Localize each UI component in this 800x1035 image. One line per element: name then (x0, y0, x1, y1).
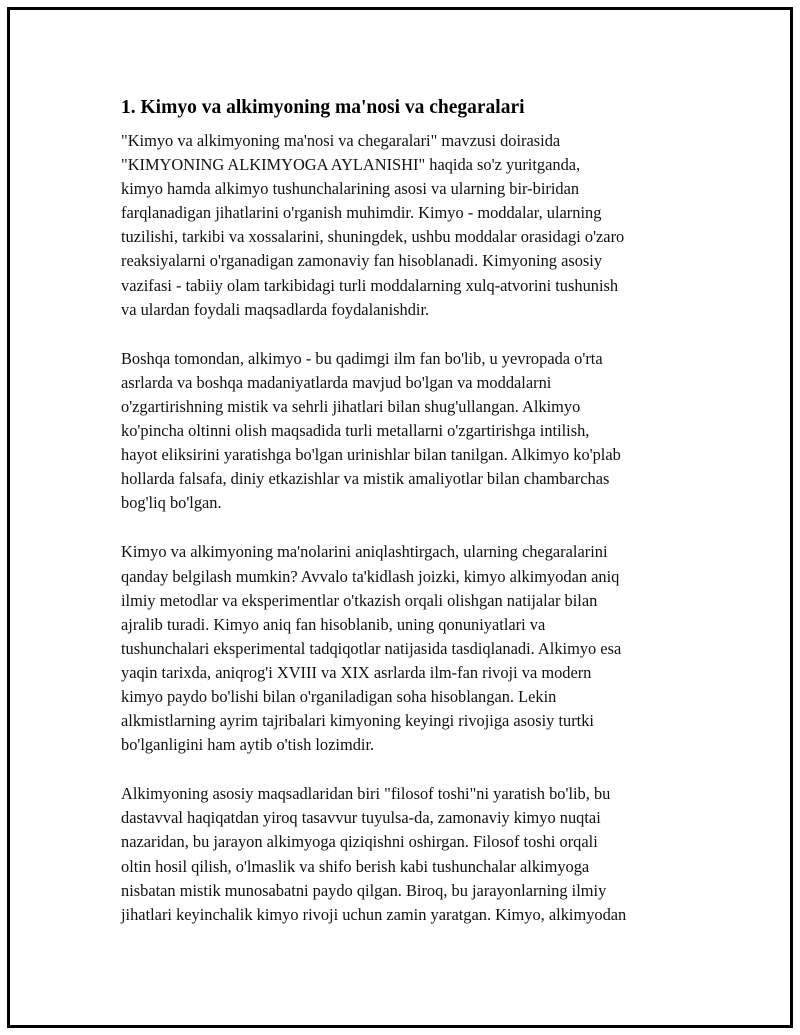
text-line: Alkimyoning asosiy maqsadlaridan biri "filosof toshi"ni yaratish bo'lib, bu (121, 784, 611, 804)
text-line: ko'pincha oltinni olish maqsadida turli metallarni o'zgartirishga intilish, (121, 421, 590, 441)
text-line: ilmiy metodlar va eksperimentlar o'tkazish orqali olishgan natijalar bilan (121, 590, 598, 610)
text-line: bo'lganligini ham aytib o'tish lozimdir. (121, 735, 375, 755)
text-line: nisbatan mistik munosabatni paydo qilgan. Biroq, bu jarayonlarning ilmiy (121, 880, 607, 900)
text-line: Kimyo va alkimyoning ma'nolarini aniqlashtirgach, ularning chegaralarini (121, 542, 608, 562)
document-content (121, 95, 721, 952)
text-line: tushunchalari eksperimental tadqiqotlar natijasida tasdiqlanadi. Alkimyo esa (121, 638, 622, 658)
section-heading: 1. Kimyo va alkimyoning ma'nosi va chegaralari (121, 97, 525, 118)
paragraph (121, 782, 721, 927)
text-line: "Kimyo va alkimyoning ma'nosi va chegaralari" mavzusi doirasida (121, 131, 561, 150)
text-line: "KIMYONING ALKIMYOGA AYLANISHI" haqida so'z yuritganda, (121, 155, 581, 175)
text-line: jihatlari keyinchalik kimyo rivoji uchun zamin yaratgan. Kimyo, alkimyodan (121, 904, 627, 924)
text-line: va ulardan foydali maqsadlarda foydalanishdir. (121, 299, 430, 319)
document-page (7, 7, 793, 1028)
text-line: tuzilishi, tarkibi va xossalarini, shuningdek, ushbu moddalar orasidagi o'zaro (121, 227, 625, 247)
text-line: dastavval haqiqatdan yiroq tasavvur tuyulsa-da, zamonaviy kimyo nuqtai (121, 808, 601, 828)
text-line: kimyo paydo bo'lishi bilan o'rganiladigan soha hisoblangan. Lekin (121, 686, 557, 706)
text-line: yaqin tarixda, aniqrog'i XVIII va XIX asrlarda ilm-fan rivoji va modern (121, 662, 592, 682)
text-line: hollarda falsafa, diniy etkazishlar va mistik amaliyotlar bilan chambarchas (121, 469, 610, 489)
paragraph (121, 347, 721, 516)
text-line: vazifasi - tabiiy olam tarkibidagi turli moddalarning xulq-atvorini tushunish (121, 275, 619, 295)
text-line: reaksiyalarni o'rganadigan zamonaviy fan hisoblanadi. Kimyoning asosiy (121, 251, 603, 271)
text-line: qanday belgilash mumkin? Avvalo ta'kidlash joizki, kimyo alkimyodan aniq (121, 566, 620, 586)
paragraph (121, 540, 721, 757)
text-line: o'zgartirishning mistik va sehrli jihatlari bilan shug'ullangan. Alkimyo (121, 396, 581, 416)
text-line: Boshqa tomondan, alkimyo - bu qadimgi ilm fan bo'lib, u yevropada o'rta (121, 348, 603, 368)
text-line: farqlanadigan jihatlarini o'rganish muhimdir. Kimyo - moddalar, ularning (121, 203, 602, 223)
text-line: kimyo hamda alkimyo tushunchalarining asosi va ularning bir-biridan (121, 179, 580, 199)
paragraphs-container (121, 129, 721, 927)
text-line: bog'liq bo'lgan. (121, 493, 222, 513)
text-line: alkmistlarning ayrim tajribalari kimyoning keyingi rivojiga asosiy turtki (121, 711, 594, 731)
text-line: ajralib turadi. Kimyo aniq fan hisoblanib, uning qonuniyatlari va (121, 614, 546, 634)
text-line: oltin hosil qilish, o'lmaslik va shifo berish kabi tushunchalar alkimyoga (121, 856, 590, 876)
text-line: hayot eliksirini yaratishga bo'lgan urinishlar bilan tanilgan. Alkimyo ko'plab (121, 445, 621, 465)
text-line: asrlarda va boshqa madaniyatlarda mavjud bo'lgan va moddalarni (121, 372, 552, 392)
paragraph (121, 129, 721, 322)
text-line: nazaridan, bu jarayon alkimyoga qiziqishni oshirgan. Filosof toshi orqali (121, 832, 598, 852)
